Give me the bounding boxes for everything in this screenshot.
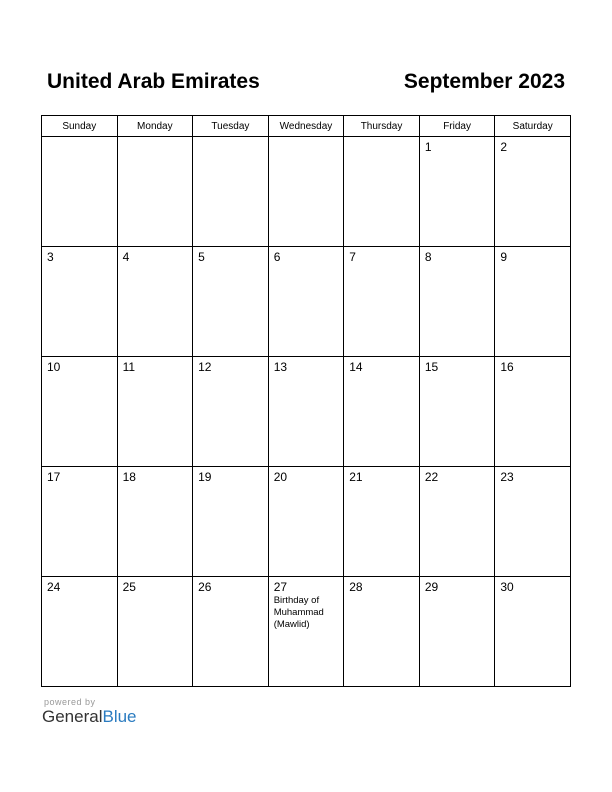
day-number (193, 137, 268, 140)
day-cell (117, 577, 193, 687)
day-number: 8 (424, 250, 432, 264)
holiday-label: Birthday of Muhammad (Mawlid) (273, 595, 324, 630)
country-title: United Arab Emirates (47, 70, 260, 93)
day-number: 4 (122, 250, 130, 264)
day-number: 19 (198, 470, 212, 484)
day-number: 5 (198, 250, 205, 264)
day-number: 3 (47, 250, 54, 264)
day-number (344, 137, 419, 140)
day-cell (117, 467, 193, 577)
day-cell (42, 467, 118, 577)
day-number: 30 (500, 580, 514, 594)
day-cell (117, 137, 193, 247)
weekday-tuesday: Tuesday (193, 116, 269, 137)
calendar-header (41, 70, 571, 100)
day-number: 13 (273, 360, 288, 374)
day-cell (193, 247, 269, 357)
weekday-saturday: Saturday (495, 116, 571, 137)
day-number: 6 (273, 250, 281, 264)
day-cell (344, 357, 420, 467)
day-number: 22 (424, 470, 439, 484)
day-number (118, 137, 193, 140)
day-number: 27 (273, 580, 288, 594)
weekday-wednesday: Wednesday (268, 116, 344, 137)
day-number: 26 (198, 580, 212, 594)
week-row (42, 357, 571, 467)
weekday-friday: Friday (419, 116, 495, 137)
week-row (42, 247, 571, 357)
day-number: 11 (122, 360, 136, 374)
day-number: 14 (349, 360, 363, 374)
day-cell (268, 467, 344, 577)
day-number: 28 (349, 580, 363, 594)
day-number: 9 (500, 250, 508, 264)
day-number: 21 (349, 470, 363, 484)
day-cell (268, 357, 344, 467)
logo-blue-text: Blue (102, 707, 137, 726)
day-number: 15 (424, 360, 439, 374)
calendar-grid (41, 115, 571, 687)
day-cell (495, 247, 571, 357)
month-title: September 2023 (403, 70, 565, 93)
generalblue-brand[interactable] (42, 697, 137, 727)
day-cell (495, 467, 571, 577)
day-number: 29 (424, 580, 439, 594)
day-cell (193, 467, 269, 577)
day-number: 7 (349, 250, 356, 264)
day-cell (344, 467, 420, 577)
day-cell (344, 577, 420, 687)
weekday-monday: Monday (117, 116, 193, 137)
weekday-thursday: Thursday (344, 116, 420, 137)
week-row (42, 467, 571, 577)
day-cell (42, 357, 118, 467)
day-cell (117, 247, 193, 357)
day-number: 16 (500, 360, 514, 374)
day-number: 17 (47, 470, 61, 484)
day-number: 23 (500, 470, 514, 484)
day-cell (419, 137, 495, 247)
day-cell (419, 357, 495, 467)
day-number: 20 (273, 470, 288, 484)
day-cell (495, 137, 571, 247)
day-cell (419, 467, 495, 577)
day-cell (495, 357, 571, 467)
day-number (269, 137, 344, 140)
day-cell (193, 357, 269, 467)
day-cell-holiday (268, 577, 344, 687)
day-number (42, 137, 117, 140)
day-cell (42, 247, 118, 357)
day-cell (419, 247, 495, 357)
day-cell (268, 137, 344, 247)
week-row (42, 577, 571, 687)
day-cell (193, 577, 269, 687)
day-cell (117, 357, 193, 467)
day-cell (42, 577, 118, 687)
day-number: 10 (47, 360, 61, 374)
day-cell (495, 577, 571, 687)
day-cell (42, 137, 118, 247)
weekday-header-row (42, 116, 571, 137)
week-row (42, 137, 571, 247)
day-cell (268, 247, 344, 357)
day-number: 12 (198, 360, 212, 374)
logo-general-text: General (42, 707, 103, 726)
weekday-sunday: Sunday (42, 116, 118, 137)
day-number: 24 (47, 580, 61, 594)
day-number: 18 (122, 470, 136, 484)
day-cell (193, 137, 269, 247)
day-number: 2 (500, 140, 508, 154)
powered-by-text: powered by (44, 697, 96, 707)
day-cell (344, 137, 420, 247)
day-cell (344, 247, 420, 357)
day-number: 1 (424, 140, 432, 154)
day-number: 25 (122, 580, 136, 594)
generalblue-logo (42, 707, 137, 727)
day-cell (419, 577, 495, 687)
